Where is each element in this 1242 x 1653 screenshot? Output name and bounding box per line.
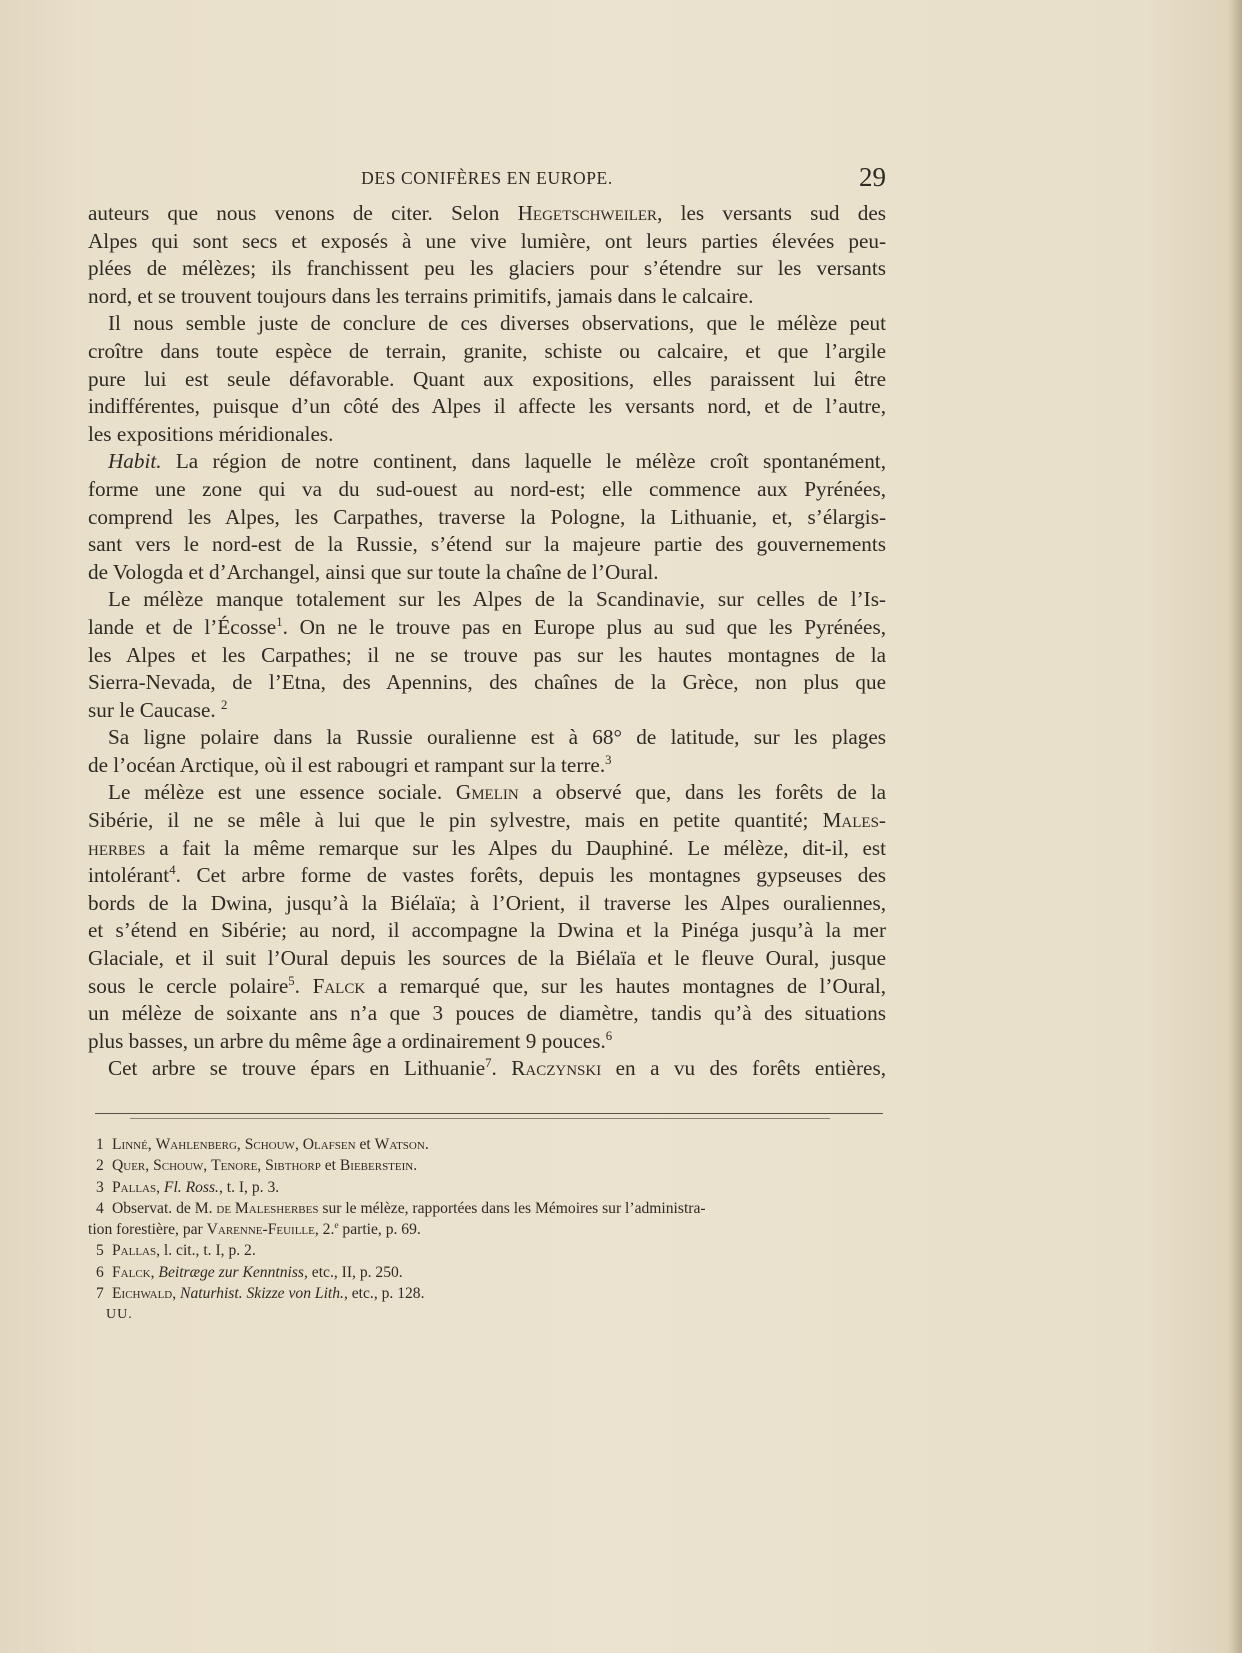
- text-segment: Watson: [374, 1136, 425, 1153]
- text-line: [88, 945, 886, 973]
- text-line: [88, 366, 886, 394]
- footnote-rule-secondary: [130, 1118, 830, 1119]
- text-line: [88, 338, 886, 366]
- footnote: [88, 1262, 886, 1283]
- text-segment: Habit.: [108, 449, 162, 474]
- text-segment: , t. I, p. 3.: [218, 1178, 280, 1196]
- text-segment: Fl. Ross.: [163, 1178, 219, 1196]
- text-segment: plées de mélèzes; ils franchissent peu les glaciers pour s’étendre sur les versants: [88, 256, 886, 281]
- text-segment: ,: [147, 1136, 156, 1153]
- text-segment: et s’étend en Sibérie; au nord, il accompagne la Dwina et la Pinéga jusqu’à la mer: [88, 918, 886, 943]
- text-segment: Males-: [822, 808, 886, 833]
- footnote: [88, 1155, 886, 1176]
- text-line: [88, 504, 886, 532]
- footnote: [88, 1198, 886, 1219]
- text-segment: herbes: [88, 835, 146, 860]
- text-segment: a observé que, dans les forêts de la: [518, 780, 886, 805]
- footnote: [88, 1177, 886, 1198]
- footnote-number: 3: [96, 1178, 104, 1196]
- text-segment: a remarqué que, sur les hautes montagnes de l’Oural,: [365, 973, 887, 998]
- text-line: [88, 614, 886, 642]
- text-segment: Linné: [112, 1136, 148, 1153]
- text-segment: comprend les Alpes, les Carpathes, traverse la Pologne, la Lithuanie, et, s’élargis-: [88, 504, 886, 529]
- text-segment: Sa ligne polaire dans la Russie ouralienne est à 68° de latitude, sur les plages: [108, 725, 886, 750]
- running-title: DES CONIFÈRES EN EUROPE.: [361, 168, 613, 188]
- text-segment: Observat. de M.: [112, 1199, 217, 1217]
- text-segment: Sibérie, il ne se mêle à lui que le pin sylvestre, mais en petite quantité;: [88, 808, 823, 833]
- text-segment: ,: [294, 1136, 303, 1153]
- text-segment: Il nous semble juste de conclure de ces diverses observations, que le mélèze peut: [108, 311, 886, 336]
- text-segment: un mélèze de soixante ans n’a que 3 pouces de diamètre, tandis qu’à des situations: [88, 1001, 886, 1026]
- text-segment: Glaciale, et il suit l’Oural depuis les sources de la Biélaïa et le fleuve Oural, jusque: [88, 946, 886, 971]
- text-line: [88, 724, 886, 752]
- text-segment: sous le cercle polaire: [88, 973, 289, 998]
- text-segment: Alpes qui sont secs et exposés à une vive lumière, ont leurs parties élevées peu-: [88, 228, 886, 253]
- text-segment: croître dans toute espèce de terrain, granite, schiste ou calcaire, et que l’argile: [88, 338, 886, 363]
- text-segment: .: [424, 1136, 429, 1153]
- text-segment: Cet arbre se trouve épars en Lithuanie: [108, 1056, 486, 1081]
- text-segment: pure lui est seule défavorable. Quant aux expositions, elles paraissent lui être: [88, 366, 886, 391]
- text-segment: Pallas: [112, 1178, 157, 1196]
- text-line: [88, 310, 886, 338]
- text-segment: sant vers le nord-est de la Russie, s’étend sur la majeure partie des gouvernements: [88, 532, 886, 557]
- text-segment: Schouw: [244, 1136, 295, 1153]
- text-line: [88, 917, 886, 945]
- text-segment: Tenore: [211, 1157, 258, 1175]
- text-segment: de Malesherbes: [216, 1199, 319, 1217]
- text-segment: , etc., p. 128.: [343, 1285, 425, 1303]
- footnote: [88, 1283, 886, 1304]
- text-segment: Olafsen: [302, 1136, 356, 1153]
- text-line: [88, 283, 886, 311]
- text-segment: , l. cit., t. I, p. 2.: [156, 1242, 256, 1260]
- text-line: [88, 862, 886, 890]
- text-line: [88, 531, 886, 559]
- text-segment: La région de notre continent, dans laquelle le mélèze croît spontanément,: [161, 449, 886, 474]
- text-segment: Sibthorp: [265, 1157, 321, 1175]
- text-line: [88, 559, 886, 587]
- footnote-number: 2: [96, 1157, 104, 1175]
- text-segment: .: [413, 1157, 418, 1175]
- text-segment: Varenne-Feuille: [206, 1221, 315, 1239]
- text-segment: et: [320, 1157, 340, 1175]
- text-segment: Gmelin: [455, 780, 519, 805]
- page-number: 29: [859, 162, 886, 192]
- text-segment: de l’océan Arctique, où il est rabougri et rampant sur la terre.: [88, 752, 606, 777]
- text-segment: intolérant: [88, 863, 170, 888]
- text-segment: .: [491, 1056, 512, 1081]
- text-segment: Schouw: [153, 1157, 204, 1175]
- text-line: [88, 973, 886, 1001]
- text-segment: forme une zone qui va du sud-ouest au nord-est; elle commence aux Pyrénées,: [88, 476, 886, 501]
- text-line: [88, 890, 886, 918]
- text-segment: ,: [156, 1178, 164, 1196]
- text-segment: sur le Caucase.: [88, 697, 221, 722]
- text-segment: , 2.: [314, 1221, 335, 1239]
- text-segment: etc., II, p. 250.: [307, 1263, 403, 1281]
- text-segment: .: [294, 973, 313, 998]
- text-segment: auteurs que nous venons de citer. Selon: [88, 201, 518, 225]
- footnote-reference: 4: [169, 863, 176, 878]
- footnote-reference: 7: [485, 1056, 492, 1071]
- text-line: [88, 586, 886, 614]
- text-line: [88, 697, 886, 725]
- text-line: [88, 448, 886, 476]
- text-line: [88, 1000, 886, 1028]
- footnote-reference: 1: [276, 614, 283, 629]
- text-line: [88, 200, 886, 228]
- text-segment: les expositions méridionales.: [88, 421, 334, 446]
- footnote-reference: 3: [605, 752, 612, 767]
- footnote: [88, 1240, 886, 1261]
- text-segment: indifférentes, puisque d’un côté des Alpes il affecte les versants nord, et de l’autre,: [88, 394, 886, 419]
- text-line: [88, 779, 886, 807]
- text-line: [88, 1055, 886, 1083]
- text-line: [88, 255, 886, 283]
- footnote-number: 1: [96, 1136, 104, 1153]
- text-segment: ,: [203, 1157, 212, 1175]
- page-edge-shadow: [1228, 0, 1242, 1653]
- text-line: [88, 476, 886, 504]
- footnote-reference: 5: [288, 973, 295, 988]
- text-segment: Quer: [112, 1157, 146, 1175]
- footnote-number: 7: [96, 1285, 104, 1303]
- text-segment: bords de la Dwina, jusqu’à la Biélaïa; à l’Orient, il traverse les Alpes ouraliennes,: [88, 890, 886, 915]
- text-segment: en a vu des forêts entières,: [601, 1056, 887, 1081]
- text-line: [88, 835, 886, 863]
- text-segment: ,: [150, 1263, 159, 1281]
- footnote: [88, 1134, 886, 1155]
- footnotes: [88, 1134, 886, 1326]
- text-segment: de Vologda et d’Archangel, ainsi que sur toute la chaîne de l’Oural.: [88, 559, 659, 584]
- text-line: [88, 1028, 886, 1056]
- text-line: [88, 807, 886, 835]
- text-segment: sur le mélèze, rapportées dans les Mémoires sur l’administra-: [318, 1199, 706, 1217]
- text-line: [88, 228, 886, 256]
- text-segment: a fait la même remarque sur les Alpes du Dauphiné. Le mélèze, dit-il, est: [145, 835, 886, 860]
- text-segment: partie, p. 69.: [338, 1221, 421, 1239]
- text-line: [88, 421, 886, 449]
- text-segment: Naturhist. Skizze von Lith.: [180, 1285, 344, 1303]
- footnote-rule: [95, 1113, 883, 1114]
- footnote-number: 6: [96, 1263, 104, 1281]
- footnote-reference: e: [334, 1221, 339, 1231]
- text-segment: , les versants sud des: [657, 201, 886, 225]
- text-segment: Falck: [112, 1263, 151, 1281]
- footnote: [88, 1219, 886, 1240]
- text-segment: Le mélèze est une essence sociale.: [108, 780, 456, 805]
- text-segment: Raczynski: [511, 1056, 602, 1081]
- footnote-reference: 6: [605, 1028, 613, 1043]
- text-segment: ,: [172, 1285, 181, 1303]
- footnote-number: 4: [96, 1199, 104, 1217]
- text-line: [88, 642, 886, 670]
- text-line: [88, 752, 886, 780]
- text-segment: Falck: [312, 973, 366, 998]
- signature-mark: UU.: [106, 1307, 133, 1323]
- text-line: [88, 393, 886, 421]
- text-line: [88, 669, 886, 697]
- text-segment: lande et de l’Écosse: [88, 614, 277, 639]
- text-segment: ,: [145, 1157, 154, 1175]
- text-segment: Bieberstein: [339, 1157, 414, 1175]
- text-segment: Sierra-Nevada, de l’Etna, des Apennins, des chaînes de la Grèce, non plus que: [88, 670, 886, 695]
- text-segment: ,: [257, 1157, 266, 1175]
- text-segment: les Alpes et les Carpathes; il ne se trouve pas sur les hautes montagnes de la: [88, 642, 886, 667]
- text-segment: Le mélèze manque totalement sur les Alpes de la Scandinavie, sur celles de l’Is-: [108, 587, 886, 612]
- text-segment: Hegetschweiler: [517, 201, 658, 225]
- footnote-reference: 2: [220, 697, 228, 712]
- text-segment: ,: [236, 1136, 245, 1153]
- text-segment: Eichwald: [112, 1285, 173, 1303]
- text-segment: . On ne le trouve pas en Europe plus au sud que les Pyrénées,: [282, 614, 886, 639]
- body-text: [88, 200, 886, 1083]
- text-segment: plus basses, un arbre du même âge a ordinairement 9 pouces.: [88, 1028, 606, 1053]
- text-segment: tion forestière, par: [88, 1221, 207, 1239]
- text-segment: Beitræge zur Kenntniss,: [158, 1263, 308, 1281]
- text-segment: et: [355, 1136, 375, 1153]
- footnote-number: 5: [96, 1242, 104, 1260]
- text-segment: . Cet arbre forme de vastes forêts, depuis les montagnes gypseuses des: [175, 863, 886, 888]
- text-segment: Pallas: [112, 1242, 157, 1260]
- text-segment: nord, et se trouvent toujours dans les terrains primitifs, jamais dans le calcaire.: [88, 283, 754, 308]
- text-segment: Wahlenberg: [155, 1136, 237, 1153]
- page-header: [88, 162, 886, 198]
